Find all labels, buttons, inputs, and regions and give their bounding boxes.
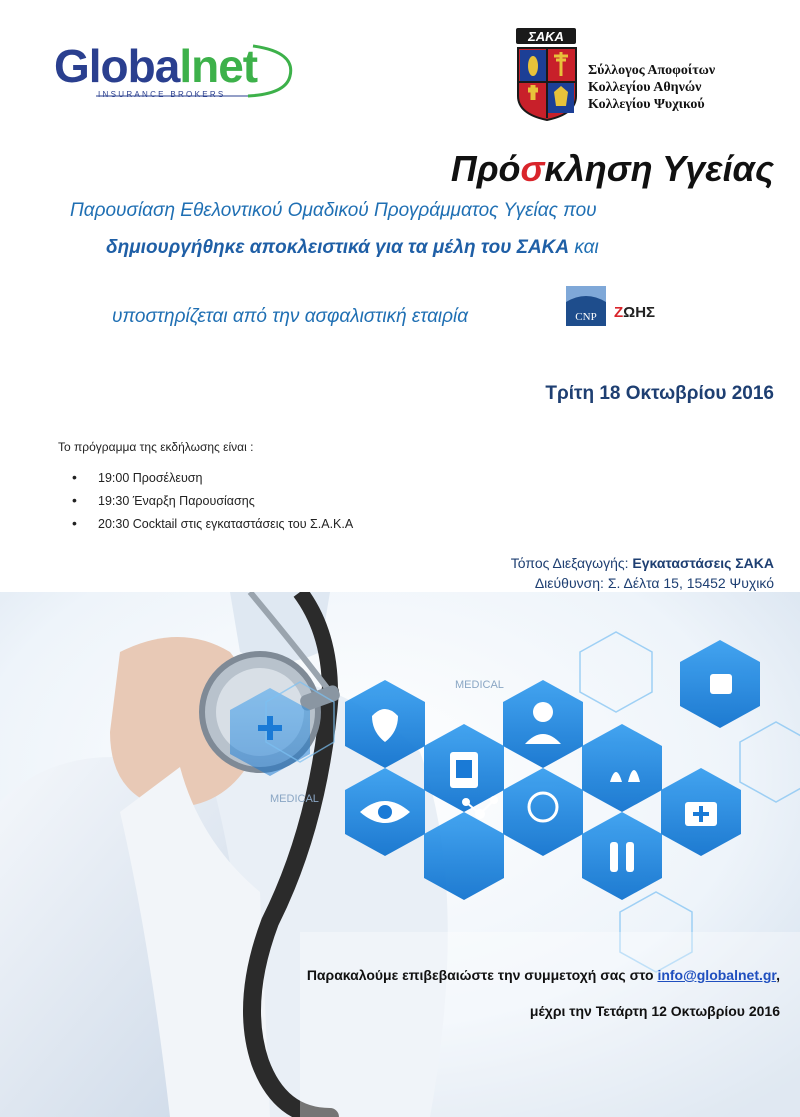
globalnet-wordmark: Globalnet <box>54 40 258 92</box>
saka-crest-logo <box>512 26 582 122</box>
intro-line-1: Παρουσίαση Εθελοντικού Ομαδικού Προγράμματος Υγείας που <box>70 200 597 221</box>
intro-line-2: δημιουργήθηκε αποκλειστικά για τα μέλη του ΣΑΚΑ και <box>106 237 599 258</box>
program-item: • 19:30 Έναρξη Παρουσίασης <box>72 493 353 516</box>
saka-name-block <box>588 62 715 113</box>
user-icon <box>533 702 553 722</box>
event-date: Τρίτη 18 Οκτωβρίου 2016 <box>545 383 774 404</box>
saka-emblem-text: ΣΑΚΑ <box>528 29 564 44</box>
medical-label-a: MEDICAL <box>455 679 504 691</box>
venue-line: Τόπος Διεξαγωγής: Εγκαταστάσεις ΣΑΚΑ <box>510 555 774 571</box>
medical-illustration <box>0 592 800 1117</box>
saka-name-line-2: Κολλεγίου Αθηνών <box>588 80 702 95</box>
page-title: Πρόσκληση Υγείας <box>450 148 774 189</box>
venue-address: Διεύθυνση: Σ. Δέλτα 15, 15452 Ψυχικό <box>534 575 774 591</box>
globalnet-tagline: INSURANCE BROKERS <box>98 90 226 99</box>
program-item: • 19:00 Προσέλευση <box>72 470 353 493</box>
rsvp-deadline: μέχρι την Τετάρτη 12 Οκτωβρίου 2016 <box>529 1003 780 1019</box>
program-intro: Το πρόγραμμα της εκδήλωσης είναι : <box>58 440 254 454</box>
saka-name-line-1: Σύλλογος Αποφοίτων <box>588 63 716 78</box>
first-aid-icon <box>710 674 732 694</box>
medical-label-b: MEDICAL <box>270 793 319 805</box>
test-tubes-icon <box>610 842 618 872</box>
venue-block <box>511 553 774 593</box>
globalnet-logo <box>48 38 298 104</box>
rsvp-line: Παρακαλούμε επιβεβαιώστε την συμμετοχή σας στο info@globalnet.gr, <box>306 967 780 983</box>
venue-name: Εγκαταστάσεις ΣΑΚΑ <box>632 555 774 571</box>
saka-name-line-3: Κολλεγίου Ψυχικού <box>588 97 705 112</box>
cnp-mark-text: CNP <box>575 311 597 323</box>
cnp-zois-wordmark: ΖΩΗΣ <box>614 304 656 321</box>
cnp-logo <box>566 286 606 326</box>
program-list <box>72 470 353 539</box>
rsvp-email-link[interactable]: info@globalnet.gr <box>657 967 777 983</box>
program-item: • 20:30 Cocktail στις εγκαταστάσεις του Σ.Α.Κ.Α <box>72 516 353 539</box>
intro-line-3: υποστηρίζεται από την ασφαλιστική εταιρία <box>112 306 469 327</box>
